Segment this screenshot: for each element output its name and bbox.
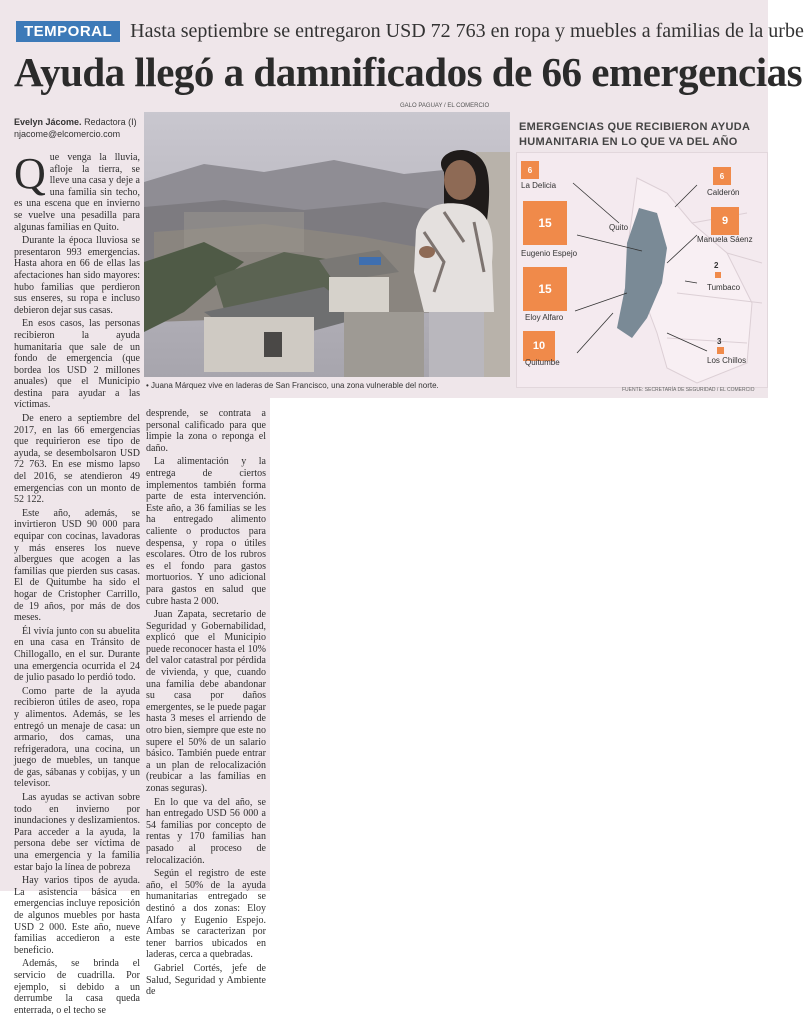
zone-count-square — [717, 347, 724, 354]
paragraph: Este año, además, se invirtieron USD 90 000 para equipar con cocinas, lavadoras y más enseres los nueve albergues que acogen a las familias que pierden sus casas. El de Quitumbe ha sido el hogar de Cristopher Carrillo, de 19 años, por más de dos meses. — [14, 507, 140, 624]
photo-credit: GALO PAGUAY / EL COMERCIO — [400, 103, 490, 109]
kicker-bar — [16, 20, 804, 43]
zone-count-square: 15 — [523, 201, 567, 245]
paragraph: Durante la época lluviosa se presentaron 993 emergencias. Hasta ahora en 66 de ellas las afectaciones han sido mayores: hubo familias que perdieron sus enseres, su ropa e incluso debieron dejar sus casas. — [14, 235, 140, 316]
infographic-source: FUENTE: SECRETARÍA DE SEGURIDAD / EL COMERCIO — [622, 387, 755, 393]
paragraph: Las ayudas se activan sobre todo en invierno por inundaciones y deslizamientos. Para acceder a la ayuda, la persona debe ser víctima de una emergencia y la familia estar bajo la línea de pobreza — [14, 792, 140, 873]
paragraph: En lo que va del año, se han entregado USD 56 000 a 54 familias por concepto de rentas y 170 familias han pasado al proceso de relocalización. — [146, 796, 266, 866]
zone-count-value: 3 — [717, 337, 722, 346]
paragraph: La alimentación y la entrega de ciertos implementos también forma parte de esta intervención. Este año, a 36 familias se les ha entregado alimento caliente o productos para despensa, y ropa o útiles escolares. Otro de los rubros es el fondo para gastos mortuorios. Y uno adicional para gastos en salud que cubre hasta 2 000. — [146, 456, 266, 607]
author-role: Redactora (I) — [84, 117, 137, 127]
paragraph: En esos casos, las personas recibieron la ayuda humanitaria que sale de un fondo de emergencia (que bordea los USD 2 millones anuales) que el Municipio destina para ayudar a las víctimas. — [14, 318, 140, 411]
zone-label: Los Chillos — [707, 356, 747, 365]
zone-count-square: 9 — [711, 207, 739, 235]
zone-count-square: 6 — [521, 161, 539, 179]
zone-count-square: 6 — [713, 167, 731, 185]
drop-cap: Q — [14, 149, 46, 198]
author-email: njacome@elcomercio.com — [14, 129, 121, 139]
paragraph: ue venga la lluvia, afloje la tierra, se lleve una casa y deje a una familia sin techo, es una escena que en invierno se vuelve una pesadilla para algunas familias en Quito. — [14, 152, 140, 233]
headline: Ayuda llegó a damnificados de 66 emergencias — [14, 49, 803, 95]
byline — [14, 116, 144, 140]
article-column-1 — [14, 149, 140, 1016]
zone-count-value: 2 — [714, 261, 719, 270]
zone-label: Quitumbe — [525, 358, 560, 367]
zone-label: Manuela Sáenz — [697, 235, 753, 244]
zone-count-square: 10 — [523, 331, 555, 361]
zone-count-square: 15 — [523, 267, 567, 311]
paragraph: Gabriel Cortés, jefe de Salud, Seguridad y Ambiente de — [146, 962, 266, 998]
zone-label: Tumbaco — [707, 283, 741, 292]
zone-count-square — [715, 272, 721, 278]
emergency-map — [516, 152, 768, 388]
photo-illustration — [144, 112, 510, 377]
zone-label: Eugenio Espejo — [521, 249, 578, 258]
infographic-title: EMERGENCIAS QUE RECIBIERON AYUDA HUMANITARIA EN LO QUE VA DEL AÑO — [519, 121, 750, 148]
paragraph: Juan Zapata, secretario de Seguridad y Gobernabilidad, explicó que el Municipio puede reconocer hasta el 10% del valor catastral por pérdida de vivienda, y que, cuando una familia debe abandonar su casa por daños emergentes, se le puede pagar hasta 3 meses el arriendo de otro bien, siempre que este no supere el 50% de un salario básico. También puede entrar a un plan de relocalización (reubicar a las familias en zonas seguras). — [146, 609, 266, 794]
paragraph: desprende, se contrata a personal calificado para que limpie la zona o reponga el daño. — [146, 408, 266, 454]
paragraph: Además, se brinda el servicio de cuadrilla. Por ejemplo, si debido a un derrumbe la casa queda enterrada, o el techo se — [14, 958, 140, 1016]
paragraph: Según el registro de este año, el 50% de la ayuda humanitarias entregado se destinó a dos zonas: Eloy Alfaro y Eugenio Espejo. Ambas se caracterizan por tener barrios ubicados en laderas, cerca a quebradas. — [146, 868, 266, 961]
subheadline: Hasta septiembre se entregaron USD 72 763 en ropa y muebles a familias de la urbe — [130, 20, 804, 42]
zone-label: La Delicia — [521, 181, 557, 190]
zone-label: Eloy Alfaro — [525, 313, 564, 322]
author-name: Evelyn Jácome. — [14, 117, 82, 127]
photo-caption: • Juana Márquez vive en laderas de San Francisco, una zona vulnerable del norte. — [146, 381, 439, 390]
article-column-2 — [146, 408, 266, 998]
city-label: Quito — [609, 223, 629, 232]
section-kicker: TEMPORAL — [16, 21, 120, 42]
zone-label: Calderón — [707, 188, 740, 197]
paragraph: Hay varios tipos de ayuda. La asistencia básica en emergencias incluye reposición de algunos muebles por hasta USD 2 000. Este año, nueve familias accedieron a este beneficio. — [14, 875, 140, 956]
paragraph: Como parte de la ayuda recibieron útiles de aseo, ropa y alimentos. Además, se les entregó un menaje de casa: un armario, dos camas, una refrigeradora, una cocina, un juego de muebles, un tanque de gas, sábanas y cobijas, y un televisor. — [14, 685, 140, 790]
news-photo — [144, 112, 510, 377]
paragraph: De enero a septiembre del 2017, en las 66 emergencias que requirieron ese tipo de ayuda, se desembolsaron USD 72 763. En ese mismo lapso del 2016, se atendieron 49 emergencias con un monto de 52 122. — [14, 413, 140, 506]
paragraph: Él vivía junto con su abuelita en una casa en Tránsito de Chillogallo, en el sur. Durante una emergencia ocurrida el 24 de julio pasado lo perdió todo. — [14, 625, 140, 684]
